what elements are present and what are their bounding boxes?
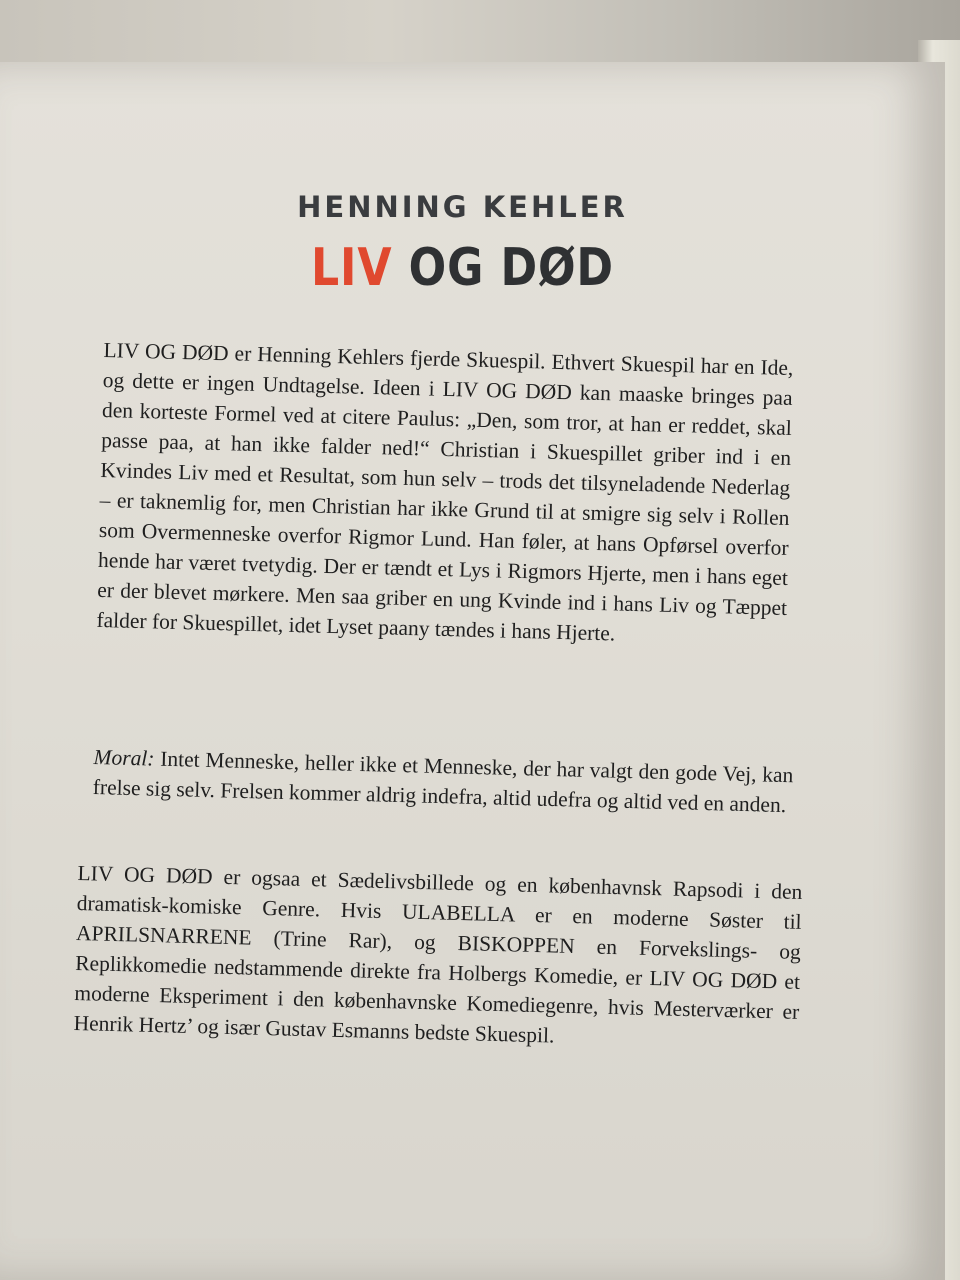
moral-label: Moral: (93, 744, 155, 771)
author-name: HENNING KEHLER (297, 190, 628, 224)
book-title (69, 238, 855, 298)
title-liv: LIV (311, 238, 393, 298)
paragraph-text: LIV OG DØD er Henning Kehlers fjerde Skuespil. Ethvert Skuespil har en Ide, og dette er ingen Undtagelse. Ideen i LIV OG DØD kan maaske bringes paa den korteste Formel ved at citere Paulus: „Den, som tror, at han er reddet, skal passe paa, at han ikke falder ned!“ Christian i Skuespillet griber ind i en Kvindes Liv med et Resultat, som hun selv – trods det tilsyneladende Nederlag – er taknemlig for, men Christian har ikke Grund til at smigre sig selv i Rollen som Overmenneske overfor Rigmor Lund. Han føler, at hans Opførsel overfor hende har været tvetydig. Der er tændt et Lys i Rigmors Hjerte, men i hans eget er der blevet mørkere. Men saa griber en ung Kvinde ind i hans Liv og Tæppet falder for Skuespillet, idet Lyset paany tændes i hans Hjerte. (96, 337, 794, 646)
table-surface (0, 0, 960, 70)
paragraph-text: LIV OG DØD er ogsaa et Sædelivsbillede og en københavnsk Rapsodi i den dramatisk-komiske Genre. Hvis ULABELLA er en moderne Søster til APRILSNARRENE (Trine Rar), og BISKOPPEN en Forvekslings- og Replikkomedie nedstammende direkte fra Holbergs Komedie, er LIV OG DØD et moderne Eksperiment i den københavnske Komediegenre, hvis Mesterværker er Henrik Hertz’ og især Gustav Esmanns bedste Skuespil. (73, 860, 803, 1048)
moral-text: Intet Menneske, heller ikke et Menneske, der har valgt den gode Vej, kan frelse sig selv. Frelsen kommer aldrig indefra, altid udefra og altid ved en anden. (92, 746, 794, 818)
description-paragraph-3 (73, 858, 802, 1057)
description-paragraph-1 (96, 335, 794, 653)
title-og-dod: OG DØD (392, 238, 614, 298)
